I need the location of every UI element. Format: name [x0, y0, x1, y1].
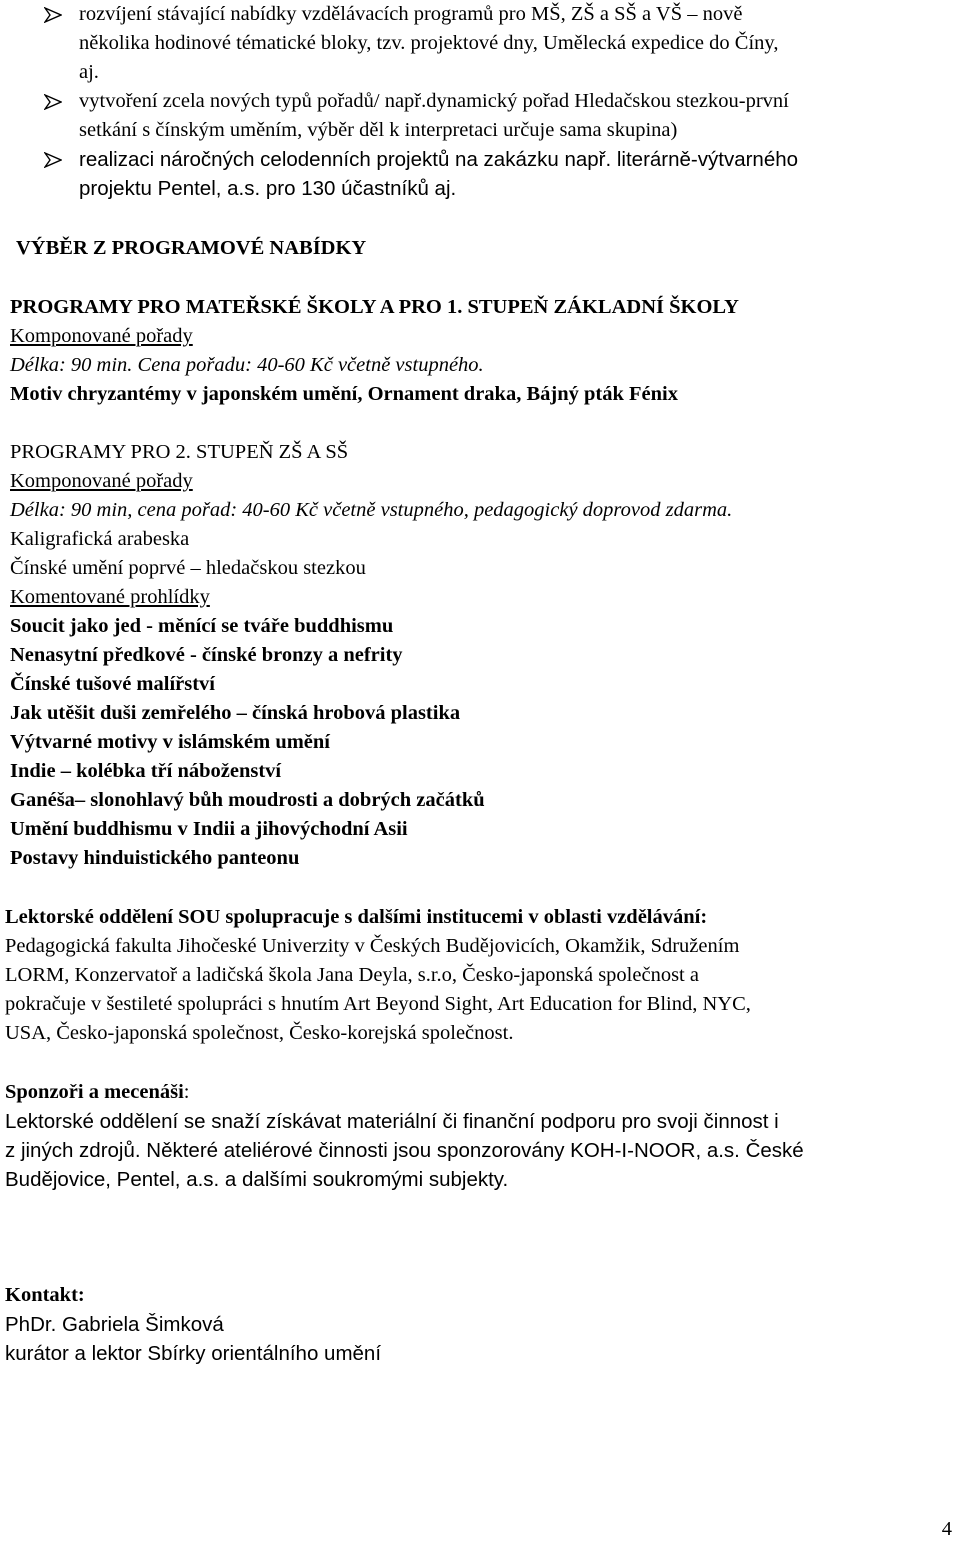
program-item: Indie – kolébka tří náboženství: [10, 760, 282, 782]
cooperation-line: Pedagogická fakulta Jihočeské Univerzity v Českých Budějovicích, Okamžik, Sdružením: [5, 935, 740, 957]
cooperation-line: LORM, Konzervatoř a ladičská škola Jana Deyla, s.r.o, Česko-japonská společnost a: [5, 964, 699, 986]
sponsors-line: Lektorské oddělení se snaží získávat materiální či finanční podporu pro svoji činnost i: [5, 1110, 779, 1133]
sponsors-colon: :: [183, 1081, 190, 1103]
program-item: Jak utěšit duši zemřelého – čínská hrobová plastika: [10, 702, 461, 724]
ms-info: Délka: 90 min. Cena pořadu: 40-60 Kč včetně vstupného.: [10, 354, 484, 376]
arrow-bullet-icon: [44, 152, 62, 168]
bullet-line: realizaci náročných celodenních projektů na zakázku např. literárně-výtvarného: [79, 148, 799, 171]
contact-role: kurátor a lektor Sbírky orientálního umění: [5, 1342, 382, 1365]
zs2-programs-block: [10, 438, 950, 873]
contact-heading: Kontakt:: [5, 1284, 85, 1306]
bullet-line: projektu Pentel, a.s. pro 130 účastníků aj.: [79, 177, 457, 200]
contact-block: [5, 1281, 945, 1368]
bullet-line: vytvoření zcela nových typů pořadů/ např.dynamický pořad Hledačskou stezkou-první: [79, 90, 789, 112]
arrow-bullet-icon: [44, 7, 62, 23]
bullet-line: několika hodinové tématické bloky, tzv. projektové dny, Umělecká expedice do Číny,: [79, 32, 779, 54]
bullet-item: [44, 145, 956, 203]
ms-heading: PROGRAMY PRO MATEŘSKÉ ŠKOLY A PRO 1. STUPEŇ ZÁKLADNÍ ŠKOLY: [10, 296, 739, 318]
sponsors-block: [5, 1078, 945, 1194]
zs2-info: Délka: 90 min, cena pořad: 40-60 Kč včetně vstupného, pedagogický doprovod zdarma.: [10, 499, 733, 521]
bullet-item: [44, 0, 956, 87]
zs2-subheading: Komponované pořady: [10, 470, 193, 492]
program-item: Čínské umění poprvé – hledačskou stezkou: [10, 557, 366, 579]
sponsors-heading-line: [5, 1078, 945, 1107]
program-item: Soucit jako jed - měnící se tváře buddhismu: [10, 615, 394, 637]
sponsors-line: Budějovice, Pentel, a.s. a dalšími soukromými subjekty.: [5, 1168, 509, 1191]
program-item: Ganéša– slonohlavý bůh moudrosti a dobrých začátků: [10, 789, 485, 811]
program-item: Postavy hinduistického panteonu: [10, 847, 300, 869]
contact-name: PhDr. Gabriela Šimková: [5, 1313, 224, 1336]
commented-tours-heading: Komentované prohlídky: [10, 586, 210, 608]
bullet-line: rozvíjení stávající nabídky vzdělávacích programů pro MŠ, ZŠ a SŠ a VŠ – nově: [79, 3, 743, 25]
arrow-bullet-icon: [44, 94, 62, 110]
program-item: Nenasytní předkové - čínské bronzy a nefrity: [10, 644, 403, 666]
sponsors-line: z jiných zdrojů. Některé ateliérové činnosti jsou sponzorovány KOH-I-NOOR, a.s. České: [5, 1139, 804, 1162]
section-title: VÝBĚR Z PROGRAMOVÉ NABÍDKY: [16, 237, 367, 259]
bullet-list: [44, 0, 956, 203]
cooperation-line: USA, Česko-japonská společnost, Česko-korejská společnost.: [5, 1022, 514, 1044]
cooperation-heading: Lektorské oddělení SOU spolupracuje s dalšími institucemi v oblasti vzdělávání:: [5, 906, 708, 928]
zs2-heading: PROGRAMY PRO 2. STUPEŇ ZŠ A SŠ: [10, 441, 349, 463]
ms-programs: Motiv chryzantémy v japonském umění, Ornament draka, Bájný pták Fénix: [10, 383, 678, 405]
cooperation-block: [5, 903, 945, 1048]
program-item: Výtvarné motivy v islámském umění: [10, 731, 331, 753]
sponsors-heading: Sponzoři a mecenáši: [5, 1081, 184, 1103]
bullet-line: setkání s čínským uměním, výběr děl k interpretaci určuje sama skupina): [79, 119, 678, 141]
ms-programs-block: [10, 293, 950, 409]
program-item: Kaligrafická arabeska: [10, 528, 190, 550]
bullet-line: aj.: [79, 61, 99, 83]
program-item: Umění buddhismu v Indii a jihovýchodní Asii: [10, 818, 408, 840]
bullet-item: [44, 87, 956, 145]
cooperation-line: pokračuje v šestileté spolupráci s hnutím Art Beyond Sight, Art Education for Blind, NYC,: [5, 993, 751, 1015]
page-number: 4: [941, 1518, 952, 1540]
program-item: Čínské tušové malířství: [10, 673, 215, 695]
ms-subheading: Komponované pořady: [10, 325, 193, 347]
